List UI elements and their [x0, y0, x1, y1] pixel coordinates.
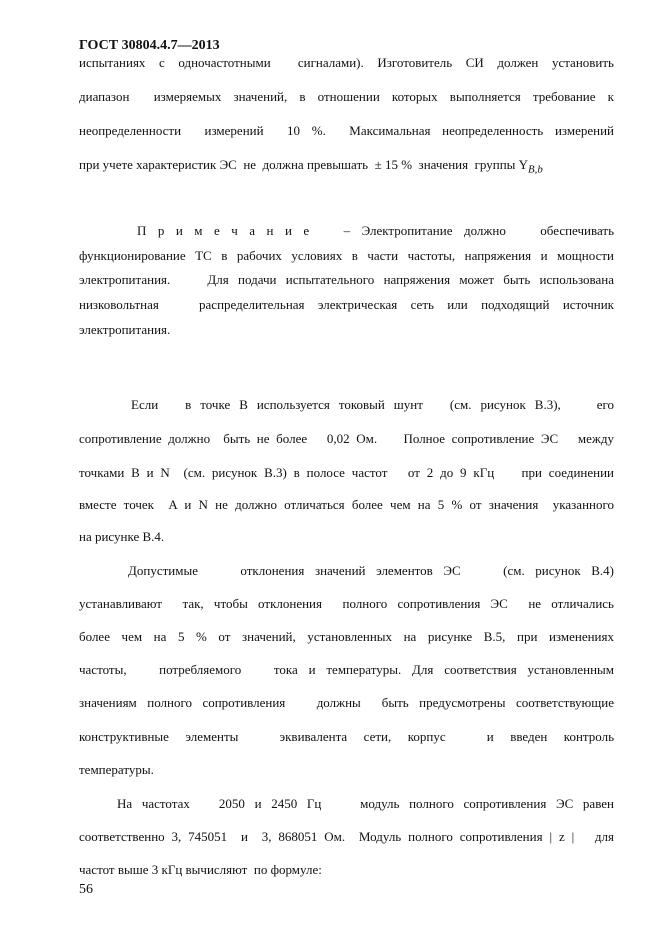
text-line: конструктивные элементы эквивалента сети, корпус и введен контроль	[79, 729, 614, 744]
text-line: на рисунке В.4.	[79, 529, 165, 544]
text-line: соответственно 3, 745051 и 3, 868051 Ом. Модуль полного сопротивления | z | для	[79, 829, 614, 844]
text-line: Допустимые отклонения значений элементов ЭС (см. рисунок В.4)	[128, 563, 614, 578]
note-line: электропитания.	[79, 322, 171, 337]
text-line: более чем на 5 % от значений, установленных на рисунке В.5, при изменениях	[79, 629, 614, 644]
text-line: значениям полного сопротивления должны быть предусмотрены соответствующие	[79, 695, 614, 710]
subscript-bb: B,b	[528, 163, 543, 176]
note-line: П р и м е ч а н и е – Электропитание должно обеспечивать	[137, 223, 614, 238]
text-line: Если в точке B используется токовый шунт (см. рисунок В.3), его	[131, 397, 614, 412]
text-line: сопротивление должно быть не более 0,02 Ом. Полное сопротивление ЭС между	[79, 431, 614, 446]
text-line: неопределенности измерений 10 %. Максимальная неопределенность измерений	[79, 123, 614, 138]
text-line: при учете характеристик ЭС не должна превышать ± 15 % значения группы $Y_{B,b}$	[79, 157, 543, 176]
text-line: частоты, потребляемого тока и температуры. Для соответствия установленным	[79, 662, 614, 677]
text-line: вместе точек A и N не должно отличаться более чем на 5 % от значения указанного	[79, 497, 614, 512]
page-number: 56	[79, 882, 93, 897]
text-line: испытаниях с одночастотными сигналами). Изготовитель СИ должен установить	[79, 55, 614, 70]
note-line: низковольтная распределительная электрическая сеть или подходящий источник	[79, 297, 614, 312]
text-line: диапазон измеряемых значений, в отношении которых выполняется требование к	[79, 89, 614, 104]
text-line: На частотах 2050 и 2450 Гц модуль полного сопротивления ЭС равен	[117, 796, 614, 811]
note-line: электропитания. Для подачи испытательного напряжения может быть использована	[79, 272, 614, 287]
text-line: устанавливают так, чтобы отклонения полного сопротивления ЭС не отличались	[79, 596, 614, 611]
note-line: функционирование ТС в рабочих условиях в части частоты, напряжения и мощности	[79, 248, 614, 263]
document-header: ГОСТ 30804.4.7—2013	[79, 38, 220, 53]
text-line: точками B и N (см. рисунок В.3) в полосе частот от 2 до 9 кГц при соединении	[79, 465, 614, 480]
text-line: температуры.	[79, 762, 154, 777]
text-line: частот выше 3 кГц вычисляют по формуле:	[79, 862, 322, 877]
